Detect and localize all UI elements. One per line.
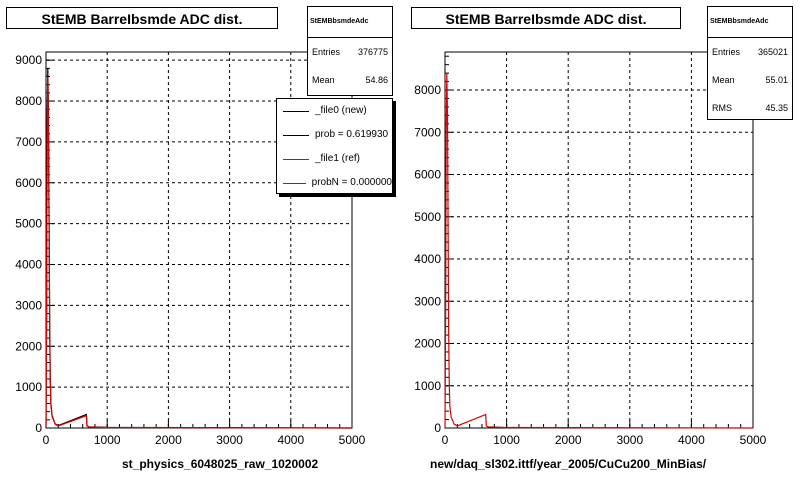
legend-swatch: [283, 135, 309, 136]
y-tick-label: 8000: [15, 94, 42, 109]
series-line-1: [445, 73, 753, 428]
x-tick-label: 4000: [277, 433, 305, 447]
y-tick-label: 9000: [15, 53, 42, 68]
legend-swatch: [283, 183, 306, 184]
y-tick-label: 4000: [414, 252, 441, 267]
stats-row-entries: Entries 365021: [712, 47, 788, 57]
panel-2-title: StEMB BarreIbsmde ADC dist.: [411, 7, 681, 29]
panel-1-stats-box: [307, 6, 393, 96]
y-tick-label: 7000: [414, 125, 441, 140]
legend-entry-ref: _file1 (ref): [277, 147, 392, 171]
x-tick-label: 5000: [338, 433, 366, 447]
x-tick-label: 4000: [678, 433, 705, 447]
y-tick-label: 2000: [15, 339, 42, 354]
panel-2-x-axis-title: new/daq_sl302.ittf/year_2005/CuCu200_MinBias/: [430, 457, 707, 471]
y-tick-label: 1000: [414, 378, 441, 393]
y-tick-label: 1000: [15, 380, 42, 395]
stats-row-mean: Mean 54.86: [312, 75, 388, 85]
y-tick-label: 2000: [414, 336, 441, 351]
x-tick-label: 0: [441, 433, 449, 447]
legend-entry-prob: prob = 0.619930: [277, 123, 392, 147]
stats-row-rms: RMS 45.35: [712, 103, 788, 113]
x-tick-label: 2000: [155, 433, 182, 447]
legend-entry-new: _file0 (new): [277, 99, 392, 123]
y-tick-label: 3000: [15, 298, 42, 313]
panel-1-title: StEMB BarreIbsmde ADC dist.: [6, 7, 278, 29]
x-tick-label: 1000: [93, 433, 121, 447]
y-tick-label: 5000: [15, 216, 42, 231]
y-tick-label: 3000: [414, 294, 441, 309]
panel-1-x-axis-title: st_physics_6048025_raw_1020002: [122, 457, 319, 471]
y-tick-label: 0: [35, 421, 42, 435]
legend-entry-probn: probN = 0.000000: [277, 171, 392, 194]
x-tick-label: 3000: [216, 433, 243, 447]
legend-swatch: [283, 159, 309, 160]
stats-name: StEMBbsmdeAdc: [708, 7, 792, 38]
x-tick-label: 2000: [554, 433, 582, 447]
y-tick-label: 7000: [15, 134, 42, 149]
panel-2-stats-box: [707, 6, 793, 120]
y-tick-label: 8000: [414, 83, 441, 98]
legend-swatch: [283, 111, 309, 112]
stats-row-mean: Mean 55.01: [712, 75, 788, 85]
x-tick-label: 5000: [739, 433, 767, 447]
x-tick-label: 1000: [493, 433, 520, 447]
y-tick-label: 6000: [15, 175, 42, 190]
y-tick-label: 6000: [414, 167, 441, 182]
panel-1-legend: [276, 98, 393, 194]
x-tick-label: 3000: [616, 433, 644, 447]
stats-name: StEMBbsmdeAdc: [308, 7, 392, 38]
stats-row-entries: Entries 376775: [312, 47, 388, 57]
y-tick-label: 0: [434, 421, 441, 435]
x-tick-label: 0: [42, 433, 50, 447]
y-tick-label: 5000: [414, 209, 441, 224]
y-tick-label: 4000: [15, 257, 42, 272]
